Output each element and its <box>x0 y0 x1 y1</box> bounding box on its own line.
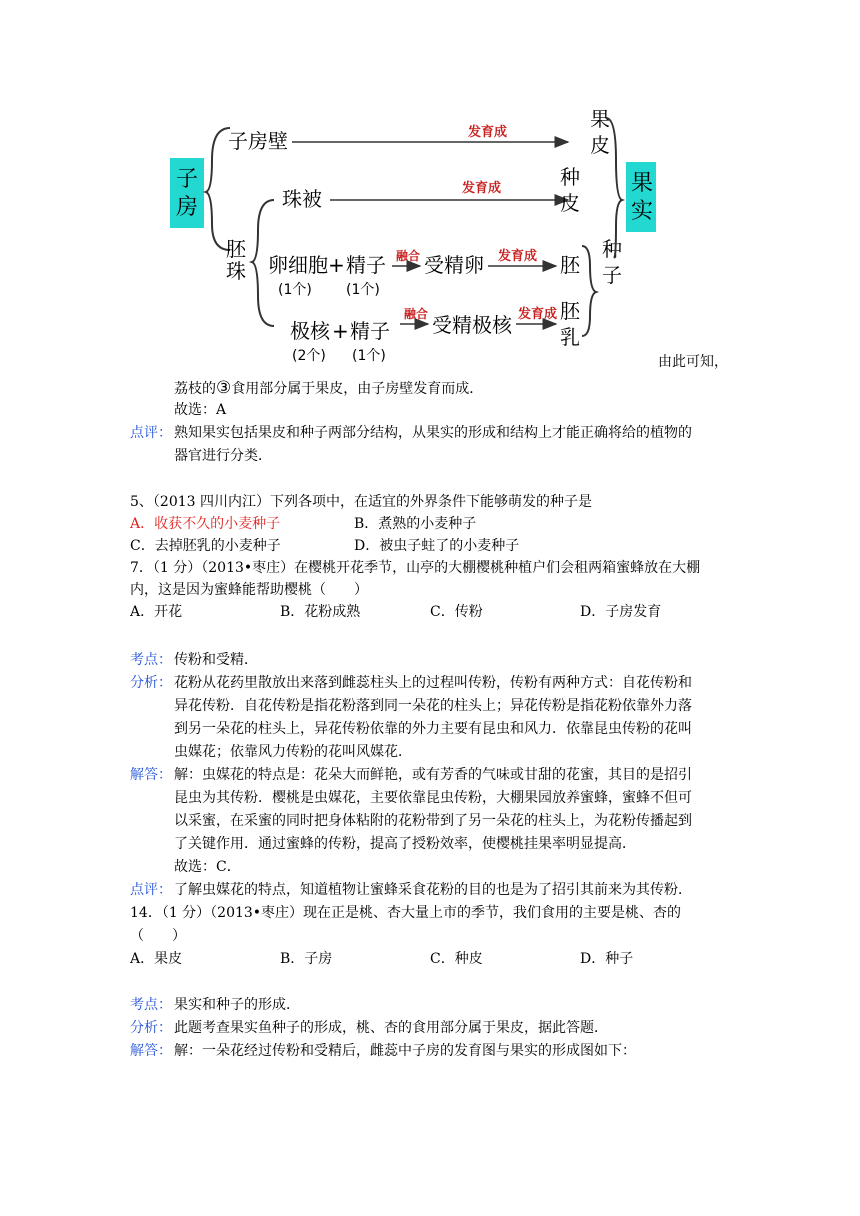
question-14-line-2: （ ） <box>130 928 186 944</box>
develop-label-1: 发育成 <box>468 125 508 140</box>
sperm-count-1: (1个) <box>346 282 380 298</box>
kaodian-label-2: 考点： <box>130 997 172 1013</box>
analysis-line-2: 异花传粉．自花传粉是指花粉落到同一朵花的柱头上；异花传粉是指花粉依靠外力落 <box>174 698 692 714</box>
q7-option-c: C．传粉 <box>430 604 483 620</box>
seed-coat-char-1: 种 <box>560 165 580 189</box>
develop-label-3: 发育成 <box>498 249 538 264</box>
fertilized-polar-label: 受精极核 <box>432 313 512 337</box>
analysis-line-3: 到另一朵花的柱头上，异花传粉依靠的外力主要有昆虫和风力．依靠昆虫传粉的花叫 <box>174 721 692 737</box>
q14-option-c: C．种皮 <box>430 951 483 967</box>
kaodian-label-1: 考点： <box>130 652 172 668</box>
egg-cell-label: 卵细胞 <box>268 253 328 277</box>
solution-line-2: 昆虫为其传粉．樱桃是虫媒花，主要依靠昆虫传粉，大棚果园放养蜜蜂，蜜蜂不但可 <box>174 790 692 806</box>
integument-label: 珠被 <box>282 187 322 211</box>
polar-nuclei-label: 极核 <box>290 319 330 343</box>
analysis-line-1: 花粉从花药里散放出来落到雌蕊柱头上的过程叫传粉，传粉有两种方式：自花传粉和 <box>174 675 692 691</box>
ovary-wall-label: 子房壁 <box>228 129 288 153</box>
ovule-char-1: 胚 <box>226 237 246 261</box>
ovary-char-1: 子 <box>175 167 199 192</box>
develop-label-2: 发育成 <box>462 181 502 196</box>
fruit-char-1: 果 <box>630 171 654 196</box>
comment-text-2: 了解虫媒花的特点，知道植物让蜜蜂采食花粉的目的也是为了招引其前来为其传粉． <box>174 882 692 898</box>
conclusion-line <box>174 378 483 399</box>
solution-label-1: 解答： <box>130 767 172 783</box>
plus-2: + <box>332 319 349 343</box>
endosperm-char-1: 胚 <box>560 299 580 323</box>
conclusion-part-b: 食用部分属于果皮，由子房壁发育而成． <box>231 381 484 397</box>
analysis-label-1: 分析： <box>130 675 172 691</box>
seed-brace <box>582 246 596 336</box>
question-5: 5、（2013 四川内江）下列各项中，在适宜的外界条件下能够萌发的种子是 <box>130 494 592 510</box>
sperm-label-1: 精子 <box>346 253 386 277</box>
answer-line-1: 故选：A <box>174 402 227 418</box>
q7-option-b: B．花粉成熟 <box>280 604 361 620</box>
solution-text-2: 解：一朵花经过传粉和受精后，雌蕊中子房的发育图与果实的形成图如下： <box>174 1043 636 1059</box>
q7-option-d: D．子房发育 <box>580 604 662 620</box>
solution-line-1: 解：虫媒花的特点是：花朵大而鲜艳，或有芳香的气味或甘甜的花蜜，其目的是招引 <box>174 767 692 783</box>
kaodian-text-1: 传粉和受精． <box>174 652 258 668</box>
plus-1: + <box>328 253 345 277</box>
q5-option-a: A．收获不久的小麦种子 <box>130 516 281 532</box>
q14-option-b: B．子房 <box>280 951 333 967</box>
sperm-label-2: 精子 <box>350 319 390 343</box>
endosperm-char-2: 乳 <box>560 325 580 349</box>
solution-answer: 故选：C． <box>174 859 241 875</box>
q14-option-d: D．种子 <box>580 951 634 967</box>
pericarp-char-2: 皮 <box>590 133 610 157</box>
fuse-label-2: 融合 <box>404 307 429 321</box>
q5-option-b: B．煮熟的小麦种子 <box>354 516 477 532</box>
q7-option-a: A．开花 <box>130 604 183 620</box>
comment-label-1: 点评： <box>130 425 172 441</box>
analysis-text-2: 此题考查果实鱼种子的形成，桃、杏的食用部分属于果皮，据此答题． <box>174 1020 608 1036</box>
question-7-line-1: 7．（1 分）（2013•枣庄）在樱桃开花季节，山亭的大棚樱桃种植户们会租两箱蜜蜂放在大棚 <box>130 560 701 576</box>
conclusion-part-a: 荔枝的 <box>174 381 216 397</box>
seed-char-1: 种 <box>602 237 622 261</box>
circled-number: ③ <box>216 378 232 398</box>
analysis-label-2: 分析： <box>130 1020 172 1036</box>
q5-option-d: D．被虫子蛀了的小麦种子 <box>354 538 520 554</box>
question-7-line-2: 内，这是因为蜜蜂能帮助樱桃（ ） <box>130 582 368 598</box>
solution-label-2: 解答： <box>130 1043 172 1059</box>
fruit-char-2: 实 <box>630 199 654 224</box>
solution-line-3: 以采蜜，在采蜜的同时把身体粘附的花粉带到了另一朵花的柱头上，为花粉传播起到 <box>174 813 692 829</box>
solution-line-4: 了关键作用．通过蜜蜂的传粉，提高了授粉效率，使樱桃挂果率明显提高． <box>174 836 636 852</box>
polar-count: (2个) <box>292 348 326 364</box>
fruit-formation-diagram <box>170 100 656 366</box>
fuse-label-1: 融合 <box>396 249 421 263</box>
egg-count: (1个) <box>278 282 312 298</box>
develop-label-4: 发育成 <box>518 307 558 322</box>
zygote-label: 受精卵 <box>424 253 484 277</box>
q5-option-c: C．去掉胚乳的小麦种子 <box>130 538 281 554</box>
pericarp-char-1: 果 <box>590 107 610 131</box>
sperm-count-2: (1个) <box>352 348 386 364</box>
conclusion-lead: 由此可知， <box>658 354 728 370</box>
ovary-brace <box>206 128 230 250</box>
seed-coat-char-2: 皮 <box>560 191 580 215</box>
ovary-char-2: 房 <box>175 195 199 220</box>
analysis-line-4: 虫媒花；依靠风力传粉的花叫风媒花． <box>174 744 412 760</box>
question-14-line-1: 14．（1 分）（2013•枣庄）现在正是桃、杏大量上市的季节，我们食用的主要是桃、杏的 <box>130 905 682 921</box>
seed-char-2: 子 <box>602 263 622 287</box>
kaodian-text-2: 果实和种子的形成． <box>174 997 300 1013</box>
ovule-char-2: 珠 <box>226 259 246 283</box>
comment-text-1b: 器官进行分类． <box>174 448 272 464</box>
comment-label-2: 点评： <box>130 882 172 898</box>
q14-option-a: A．果皮 <box>130 951 183 967</box>
comment-text-1: 熟知果实包括果皮和种子两部分结构，从果实的形成和结构上才能正确将给的植物的 <box>174 425 692 441</box>
embryo-label: 胚 <box>560 253 580 277</box>
